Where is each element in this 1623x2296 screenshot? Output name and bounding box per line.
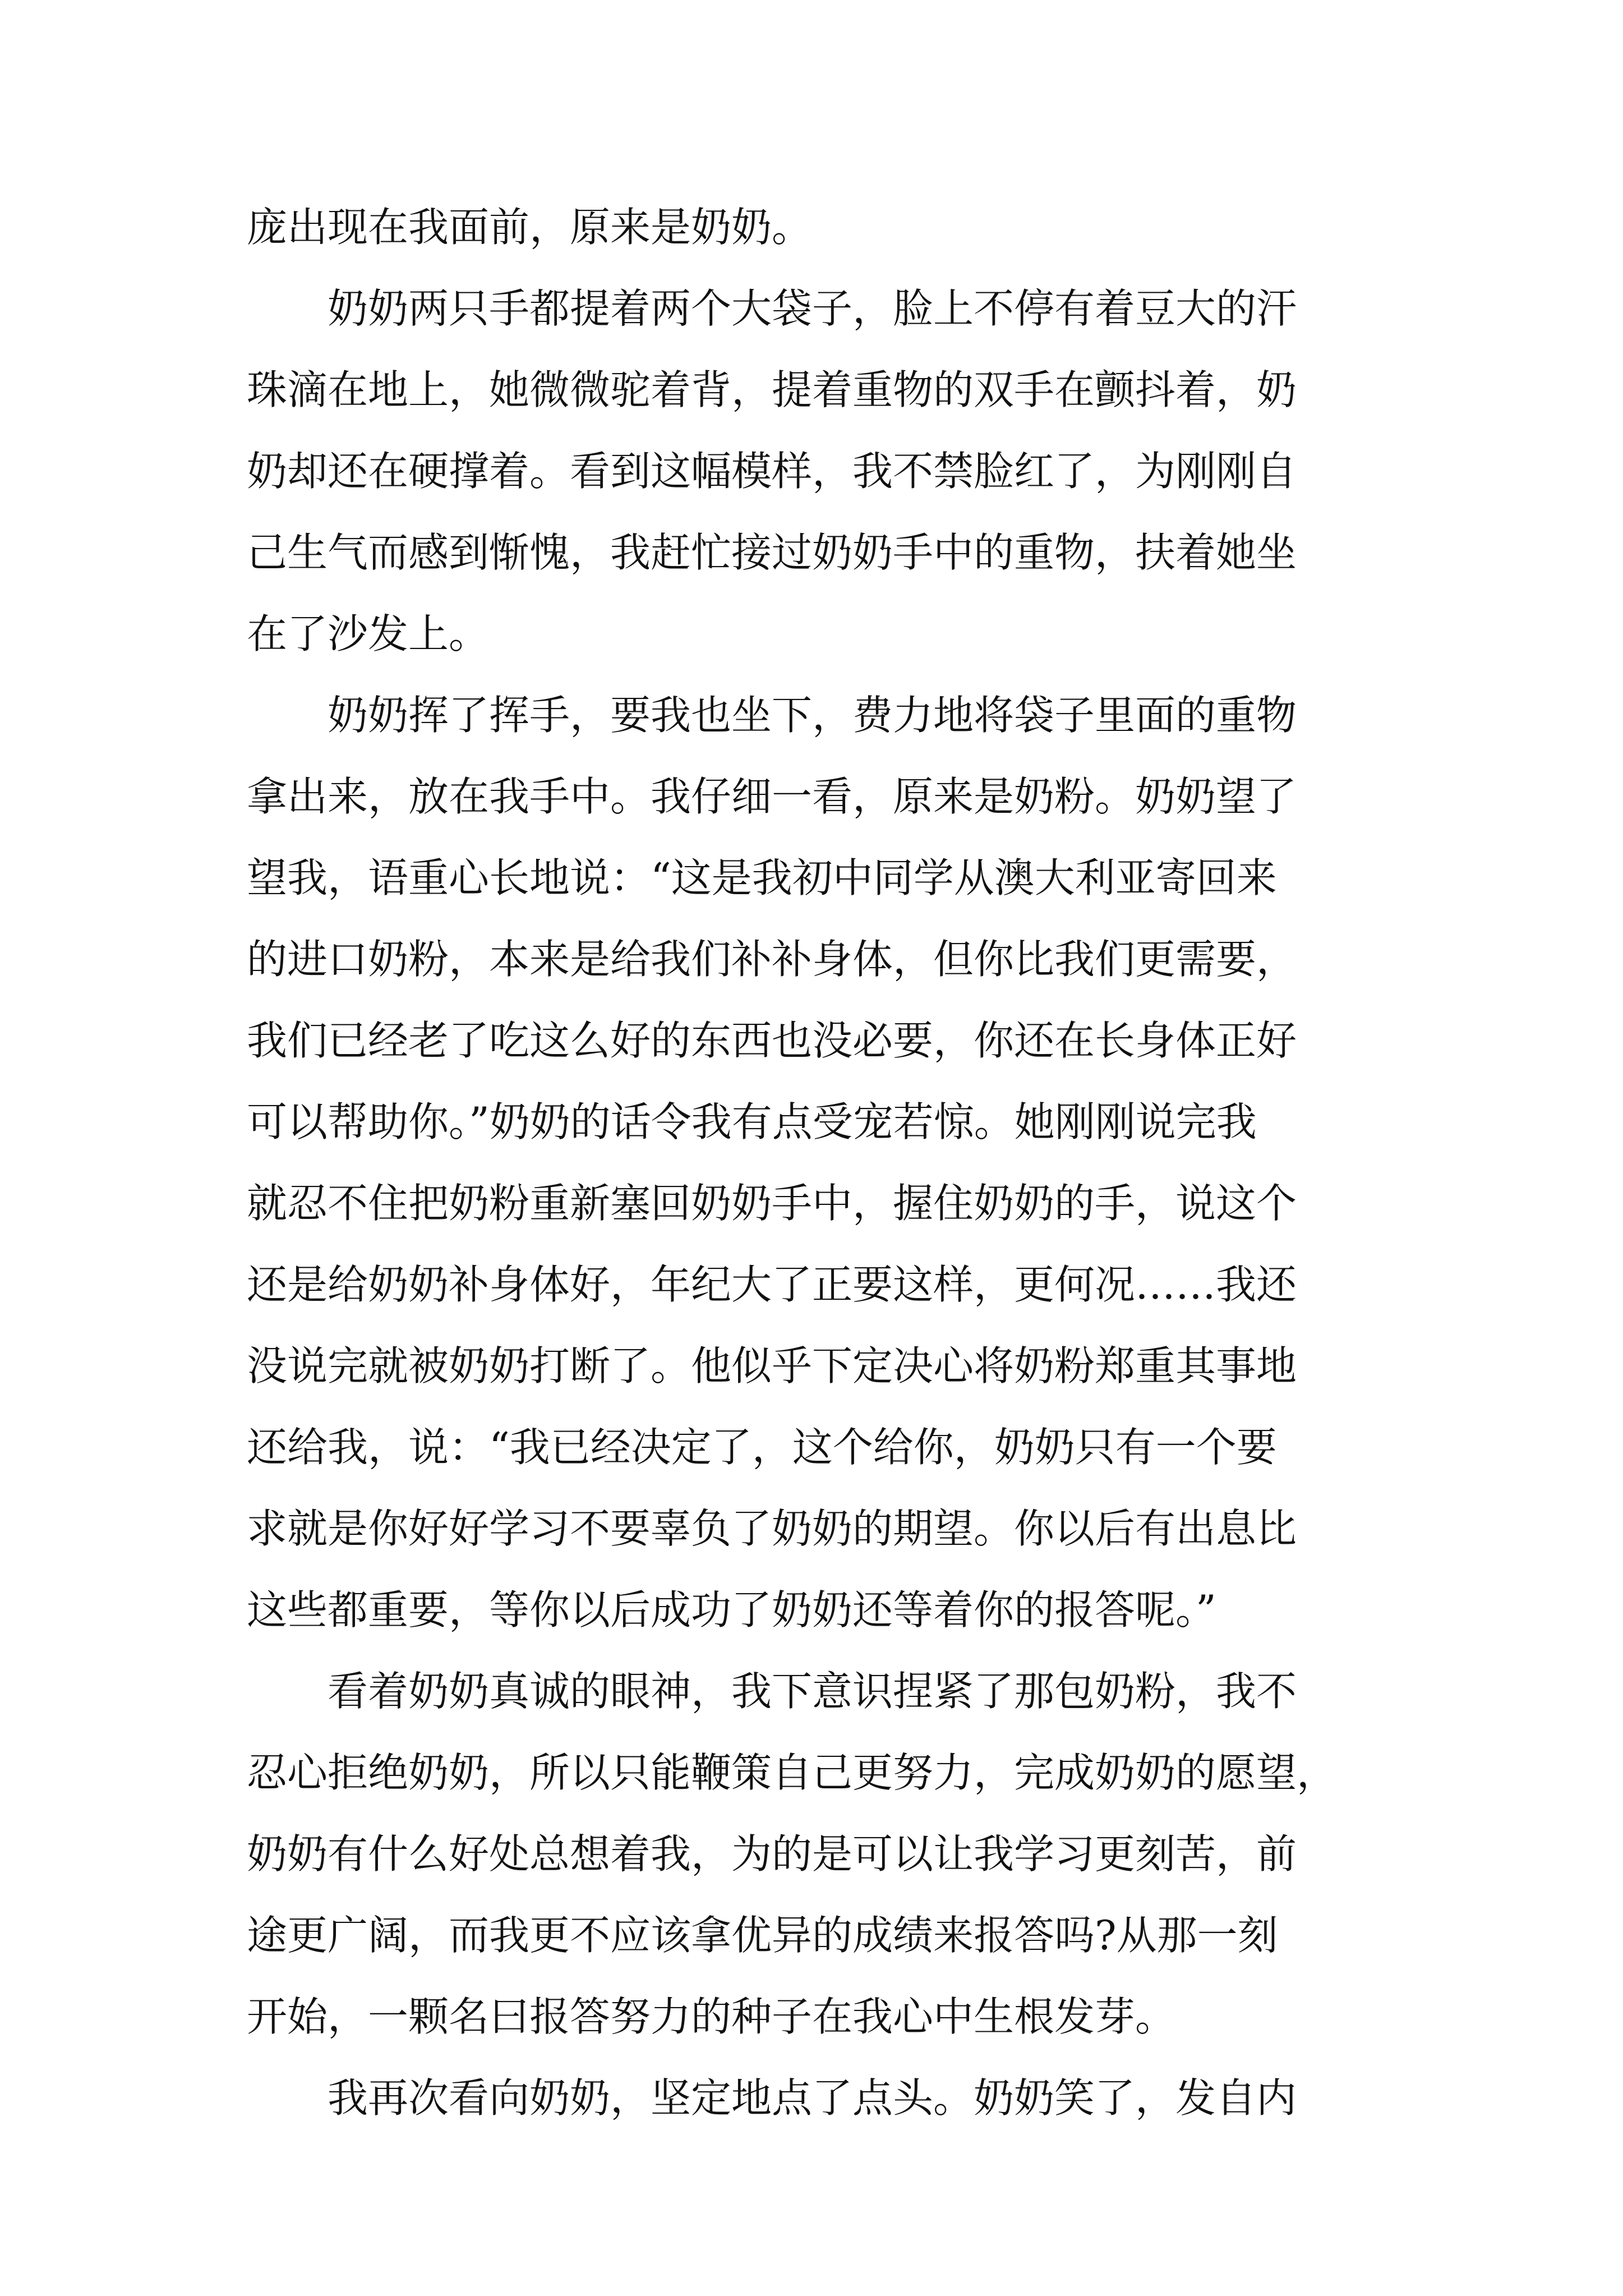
text-line: 在了沙发上。 — [247, 610, 490, 657]
text-line: 还给我，说：“我已经决定了，这个给你，奶奶只有一个要 — [247, 1424, 1277, 1471]
text-line: 没说完就被奶奶打断了。他似乎下定决心将奶粉郑重其事地 — [247, 1342, 1297, 1389]
text-line: 可以帮助你。”奶奶的话令我有点受宠若惊。她刚刚说完我 — [247, 1098, 1257, 1145]
text-line: 还是给奶奶补身体好，年纪大了正要这样，更何况……我还 — [247, 1261, 1297, 1308]
text-line: 开始，一颗名曰报答努力的种子在我心中生根发芽。 — [247, 1993, 1176, 2040]
text-line: 我们已经老了吃这么好的东西也没必要，你还在长身体正好 — [247, 1017, 1297, 1064]
text-line: 的进口奶粉，本来是给我们补补身体，但你比我们更需要， — [247, 936, 1297, 983]
text-line: 珠滴在地上，她微微驼着背，提着重物的双手在颤抖着，奶 — [247, 366, 1297, 413]
text-line: 就忍不住把奶粉重新塞回奶奶手中，握住奶奶的手，说这个 — [247, 1180, 1297, 1227]
text-line: 这些都重要，等你以后成功了奶奶还等着你的报答呢。” — [247, 1586, 1216, 1634]
text-line: 忍心拒绝奶奶，所以只能鞭策自己更努力，完成奶奶的愿望， — [247, 1749, 1338, 1796]
text-line: 奶却还在硬撑着。看到这幅模样，我不禁脸红了，为刚刚自 — [247, 448, 1297, 495]
text-line: 求就是你好好学习不要辜负了奶奶的期望。你以后有出息比 — [247, 1505, 1297, 1552]
text-line: 我再次看向奶奶，坚定地点了点头。奶奶笑了，发自内 — [247, 2074, 1297, 2122]
text-line: 奶奶两只手都提着两个大袋子，脸上不停有着豆大的汗 — [247, 285, 1297, 332]
text-line: 己生气而感到惭愧，我赶忙接过奶奶手中的重物，扶着她坐 — [247, 529, 1297, 576]
text-line: 奶奶挥了挥手，要我也坐下，费力地将袋子里面的重物 — [247, 692, 1297, 739]
text-line: 望我，语重心长地说：“这是我初中同学从澳大利亚寄回来 — [247, 854, 1277, 901]
text-line: 奶奶有什么好处总想着我，为的是可以让我学习更刻苦，前 — [247, 1830, 1297, 1878]
text-line: 拿出来，放在我手中。我仔细一看，原来是奶粉。奶奶望了 — [247, 773, 1297, 820]
text-line: 途更广阔，而我更不应该拿优异的成绩来报答吗?从那一刻 — [247, 1912, 1278, 1959]
text-line: 看着奶奶真诚的眼神，我下意识捏紧了那包奶粉，我不 — [247, 1668, 1297, 1715]
text-line: 庞出现在我面前，原来是奶奶。 — [247, 204, 813, 251]
